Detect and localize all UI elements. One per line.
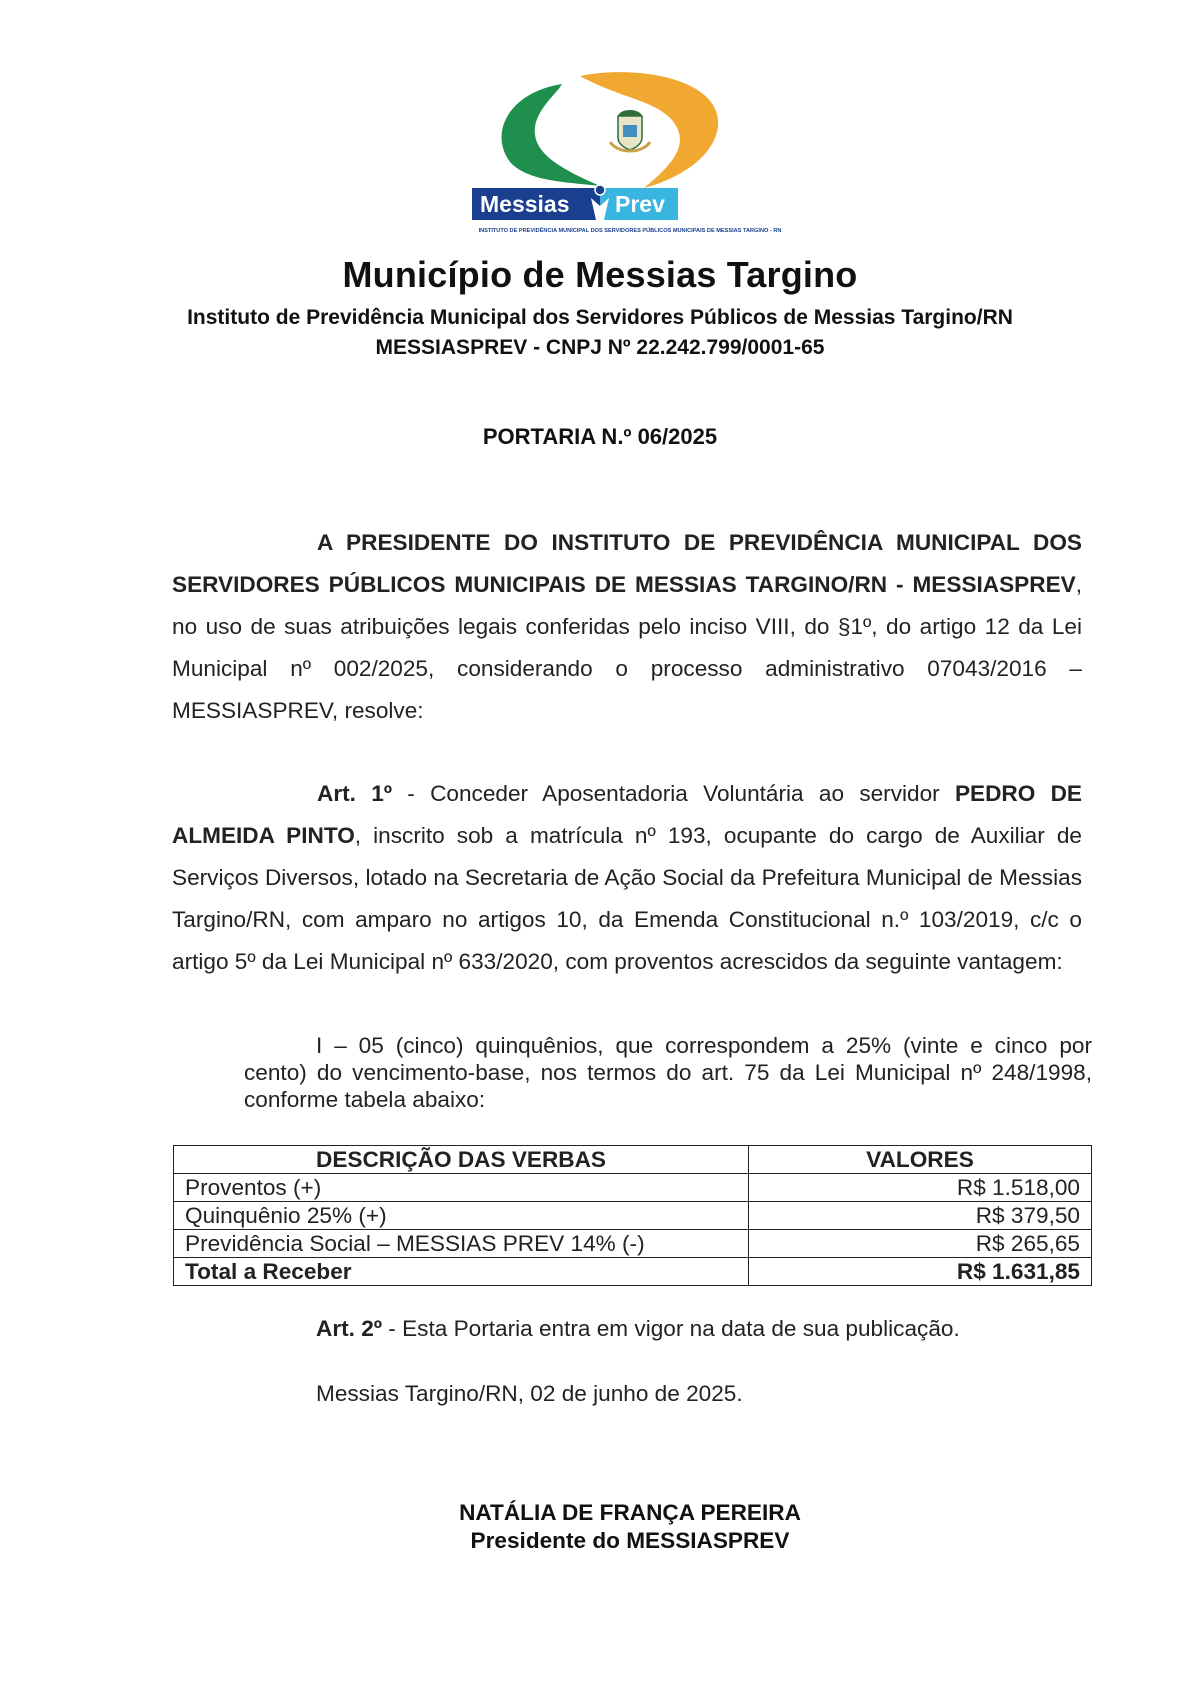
preamble-paragraph: [172, 522, 1082, 732]
servant-name: PEDRO DE ALMEIDA PINTO: [172, 781, 1082, 848]
header-valores: VALORES: [749, 1146, 1092, 1174]
cnpj-line: MESSIASPREV - CNPJ Nº 22.242.799/0001-65: [375, 336, 825, 359]
row-desc: Quinquênio 25% (+): [174, 1202, 749, 1230]
signer-role: Presidente do MESSIASPREV: [470, 1528, 790, 1553]
table-row: [174, 1230, 1092, 1258]
place-date: Messias Targino/RN, 02 de junho de 2025.: [316, 1381, 743, 1406]
art1-text-b: , inscrito sob a matrícula nº 193, ocupante do cargo de Auxiliar de Serviços Diversos, lotado na Secretaria de Ação Social da Prefeitura Municipal de Messias Targino/RN, com amparo no artigos 10, da Emenda Constitucional n.º 103/2019, c/c o artigo 5º da Lei Municipal nº 633/2020, com proventos acrescidos da seguinte vantagem:: [172, 823, 1082, 974]
svg-text:Prev: Prev: [615, 191, 665, 217]
verbas-table: [173, 1145, 1092, 1286]
table-header-row: [174, 1146, 1092, 1174]
institute-subtitle: Instituto de Previdência Municipal dos Servidores Públicos de Messias Targino/RN: [187, 306, 1013, 329]
svg-text:Messias: Messias: [480, 191, 570, 217]
art2-paragraph: [316, 1316, 960, 1342]
art1-text-a: - Conceder Aposentadoria Voluntária ao servidor: [392, 781, 955, 806]
municipal-crest-icon: [610, 110, 650, 151]
svg-text:INSTITUTO DE PREVIDÊNCIA MUNIC: INSTITUTO DE PREVIDÊNCIA MUNICIPAL DOS SERVIDORES PÚBLICOS MUNICIPAIS DE MESSIAS TARGINO - RN: [478, 228, 782, 234]
row-value: R$ 1.518,00: [749, 1174, 1092, 1202]
art1-paragraph: [172, 773, 1082, 983]
table-total-row: [174, 1258, 1092, 1286]
signer-name: NATÁLIA DE FRANÇA PEREIRA: [459, 1500, 801, 1525]
art2-text: - Esta Portaria entra em vigor na data de sua publicação.: [382, 1316, 960, 1341]
art1-item-i: [244, 1032, 1092, 1113]
total-value: R$ 1.631,85: [749, 1258, 1092, 1286]
row-desc: Proventos (+): [174, 1174, 749, 1202]
preamble-bold: A PRESIDENTE DO INSTITUTO DE PREVIDÊNCIA MUNICIPAL DOS SERVIDORES PÚBLICOS MUNICIPAIS DE MESSIAS TARGINO/RN - MESSIASPREV: [172, 530, 1082, 597]
municipality-title: Município de Messias Targino: [342, 254, 858, 295]
art2-label: Art. 2º: [316, 1316, 383, 1341]
preamble-text: , no uso de suas atribuições legais conferidas pelo inciso VIII, do §1º, do artigo 12 da Lei Municipal nº 002/2025, considerando o processo administrativo 07043/2016 – MESSIASPREV, resolve:: [172, 572, 1082, 723]
item-i-text: I – 05 (cinco) quinquênios, que correspondem a 25% (vinte e cinco por cento) do vencimento-base, nos termos do art. 75 da Lei Municipal nº 248/1998, conforme tabela abaixo:: [244, 1033, 1092, 1112]
portaria-title: PORTARIA N.º 06/2025: [482, 424, 718, 449]
messiasprev-logo: [450, 70, 810, 255]
table-row: [174, 1174, 1092, 1202]
row-value: R$ 265,65: [749, 1230, 1092, 1258]
row-desc: Previdência Social – MESSIAS PREV 14% (-): [174, 1230, 749, 1258]
art1-label: Art. 1º: [317, 781, 393, 806]
table-row: [174, 1202, 1092, 1230]
row-value: R$ 379,50: [749, 1202, 1092, 1230]
header-descricao: DESCRIÇÃO DAS VERBAS: [174, 1146, 749, 1174]
total-desc: Total a Receber: [174, 1258, 749, 1286]
